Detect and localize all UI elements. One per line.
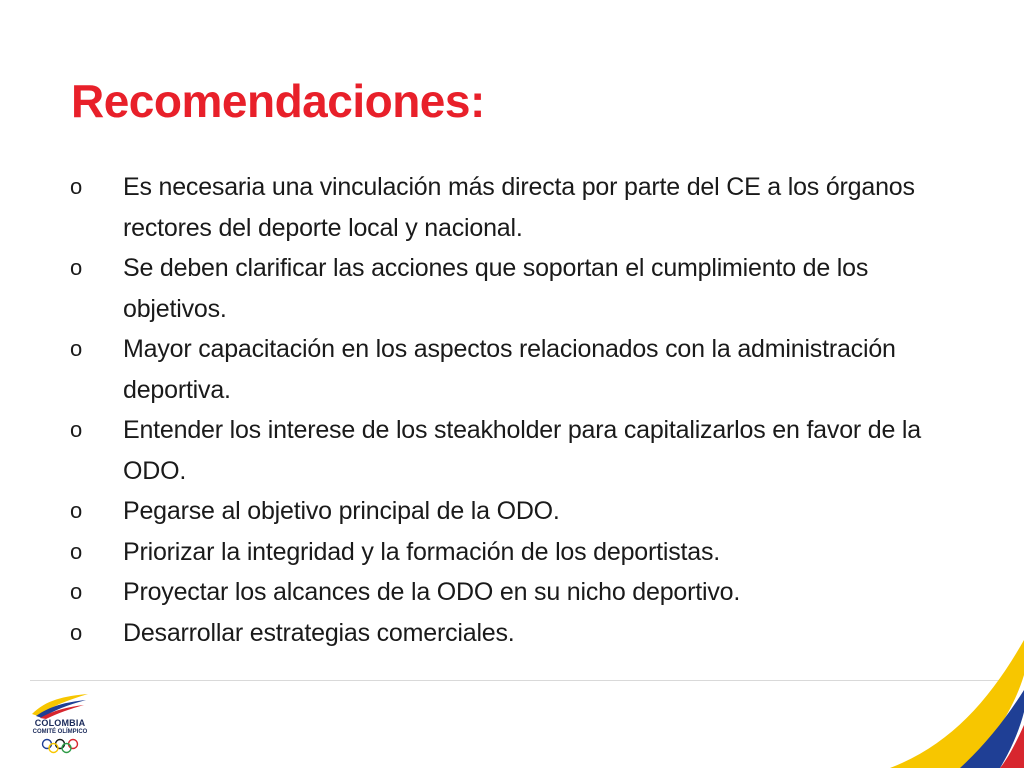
bullet-circle-icon: o bbox=[70, 498, 83, 523]
slide-title: Recomendaciones: bbox=[71, 75, 485, 127]
bullet-circle-icon: o bbox=[70, 255, 83, 280]
bullet-circle-icon: o bbox=[70, 538, 83, 564]
list-item bbox=[70, 532, 950, 573]
list-item bbox=[70, 167, 950, 248]
logo-flag-swoosh-icon bbox=[28, 690, 92, 720]
bullet-circle-icon: o bbox=[70, 336, 83, 361]
list-item bbox=[70, 410, 950, 491]
list-item-text: Es necesaria una vinculación más directa por parte del CE a los órganos rectores del deporte local y nacional. bbox=[123, 173, 915, 242]
list-item bbox=[70, 329, 950, 410]
list-item bbox=[70, 491, 950, 532]
footer-divider bbox=[30, 680, 1000, 681]
bullet-circle-icon: o bbox=[70, 174, 83, 199]
list-item bbox=[70, 572, 950, 613]
list-item-text: Entender los interese de los steakholder para capitalizarlos en favor de la ODO. bbox=[123, 416, 921, 485]
list-item-text: Se deben clarificar las acciones que soportan el cumplimiento de los objetivos. bbox=[123, 254, 869, 323]
recommendations-list bbox=[70, 167, 950, 653]
list-item-text: Proyectar los alcances de la ODO en su nicho deportivo. bbox=[123, 578, 741, 606]
bullet-circle-icon: o bbox=[70, 579, 83, 604]
bullet-circle-icon: o bbox=[70, 417, 83, 442]
list-item-text: Mayor capacitación en los aspectos relacionados con la administración deportiva. bbox=[123, 335, 896, 404]
colombia-olympic-committee-logo bbox=[28, 690, 92, 760]
list-item-text: Desarrollar estrategias comerciales. bbox=[123, 618, 515, 647]
bullet-circle-icon: o bbox=[70, 619, 83, 645]
list-item-text: Pegarse al objetivo principal de la ODO. bbox=[123, 497, 560, 525]
list-item-text: Priorizar la integridad y la formación de los deportistas. bbox=[123, 537, 721, 566]
logo-text-comite: COMITÉ OLÍMPICO bbox=[32, 729, 88, 735]
olympic-rings-icon bbox=[40, 738, 80, 754]
logo-text-colombia: COLOMBIA bbox=[34, 718, 86, 728]
list-item bbox=[70, 613, 950, 654]
list-item bbox=[70, 248, 950, 329]
